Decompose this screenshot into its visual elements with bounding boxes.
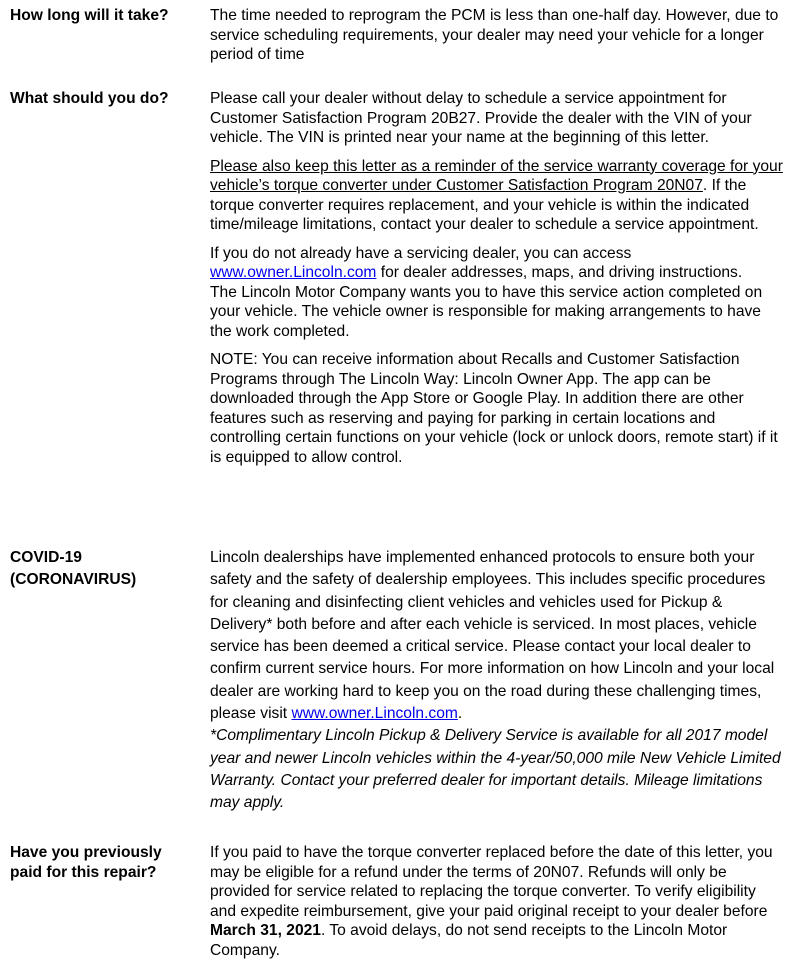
section-label-previously-paid (10, 843, 200, 882)
refund-deadline-date: March 31, 2021 (210, 922, 321, 939)
dealer-access-text-post: for dealer addresses, maps, and driving instructions. (376, 264, 743, 281)
what-to-do-paragraph-2 (210, 157, 785, 235)
section-label-how-long: How long will it take? (10, 7, 169, 24)
what-to-do-paragraph-3 (210, 244, 785, 283)
section-label-covid (10, 547, 200, 591)
warranty-reminder-rest: . If the torque converter requires replacement, and your vehicle is within the indicated time/mileage limitations, contact your dealer to schedule a service appointment. (210, 177, 759, 233)
owner-lincoln-link[interactable]: www.owner.Lincoln.com (210, 264, 377, 281)
paid-label-line-2: paid for this repair? (10, 863, 157, 881)
covid-owner-lincoln-link[interactable]: www.owner.Lincoln.com (291, 705, 458, 723)
covid-label-line-2: (CORONAVIRUS) (10, 571, 137, 588)
covid-label-line-1: COVID-19 (10, 549, 82, 566)
how-long-text: The time needed to reprogram the PCM is less than one-half day. However, due to service scheduling requirements, your dealer may need your vehicle for a longer period of time (210, 7, 779, 63)
covid-paragraph (210, 547, 785, 725)
paid-text-pre: If you paid to have the torque converter replaced before the date of this letter, you may be eligible for a refund under the terms of 20N07. Refunds will only be provided for service related to replacing the torque converter. To verify eligibility and expedite reimbursement, give your paid original receipt to your dealer before (210, 844, 773, 920)
what-to-do-paragraph-4: The Lincoln Motor Company wants you to have this service action completed on your vehicle. The vehicle owner is responsible for making arrangements to have the work completed. (210, 283, 763, 340)
section-body-what-to-do (210, 89, 785, 467)
paid-text-post: . To avoid delays, do not send receipts to the Lincoln Motor Company. (210, 922, 728, 959)
dealer-access-text-pre: If you do not already have a servicing dealer, you can access (210, 244, 632, 262)
section-body-covid (210, 547, 785, 815)
paid-label-line-1: Have you previously (10, 844, 162, 861)
covid-text-post: . (457, 705, 463, 723)
covid-text-pre: Lincoln dealerships have implemented enhanced protocols to ensure both your safety and the safety of dealership employees. This includes specific procedures for cleaning and disinfecting client vehicles and vehicles used for Pickup & Delivery* both before and after each vehicle is serviced. In most places, vehicle service has been deemed a critical service. Please contact your local dealer to confirm current service hours. For more information on how Lincoln and your local dealer are working hard to keep you on the road during these challenging times, please visit (210, 549, 775, 723)
what-to-do-note: NOTE: You can receive information about Recalls and Customer Satisfaction Programs through The Lincoln Way: Lincoln Owner App. The app can be downloaded through the App Store or Google Play. In addition there are other features such as reserving and paying for parking in certain locations and controlling certain functions on your vehicle (lock or unlock doors, remote start) if it is equipped to allow control. (210, 351, 778, 466)
covid-disclaimer: *Complimentary Lincoln Pickup & Delivery Service is available for all 2017 model year and newer Lincoln vehicles within the 4-year/50,000 mile New Vehicle Limited Warranty. Contact your preferred dealer for important details. Mileage limitations may apply. (210, 727, 781, 812)
paid-paragraph (210, 843, 785, 960)
section-body-how-long (210, 6, 785, 65)
what-to-do-paragraph-1: Please call your dealer without delay to schedule a service appointment for Customer Satisfaction Program 20B27. Provide the dealer with the VIN of your vehicle. The VIN is printed near your name at the beginning of this letter. (210, 90, 752, 146)
section-label-what-to-do: What should you do? (10, 90, 169, 107)
section-body-previously-paid (210, 843, 785, 960)
warranty-reminder-underlined: Please also keep this letter as a reminder of the service warranty coverage for your vehicle’s torque converter under Customer Satisfaction Program 20N07 (210, 157, 783, 194)
